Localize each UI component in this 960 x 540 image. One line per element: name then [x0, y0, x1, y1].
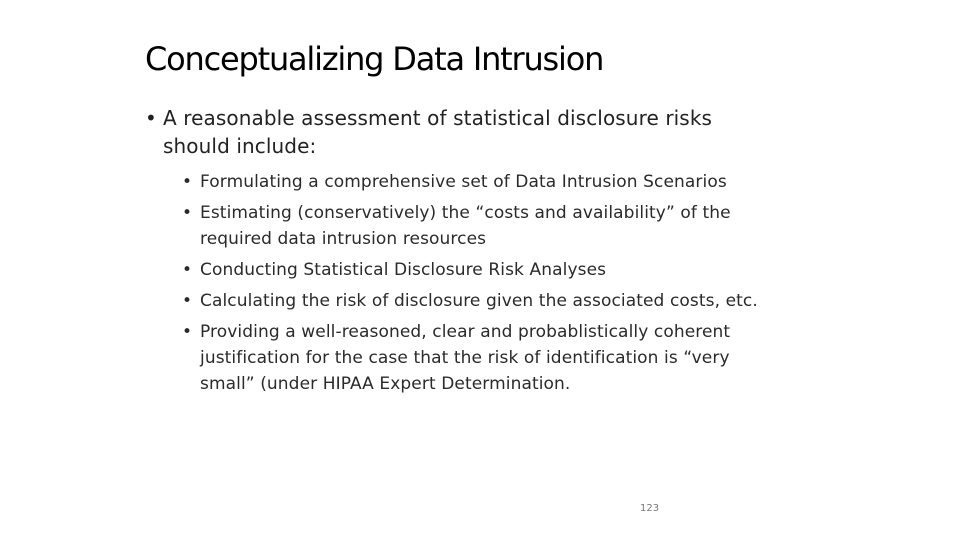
sub-bullet-text: Estimating (conservatively) the “costs and availability” of the required data intrusion resources	[200, 203, 731, 249]
main-bullet	[145, 104, 785, 160]
sub-bullet-text: Providing a well-reasoned, clear and probablistically coherent justification for the case that the risk of identification is “very small” (under HIPAA Expert Determination.	[200, 322, 731, 394]
bullet-dot-icon: •	[182, 260, 193, 280]
sub-bullet-item	[182, 288, 782, 314]
sub-bullet-item	[182, 169, 782, 195]
slide-title: Conceptualizing Data Intrusion	[145, 40, 604, 78]
sub-bullet-text: Conducting Statistical Disclosure Risk Analyses	[200, 260, 607, 280]
bullet-dot-icon: •	[182, 203, 193, 223]
bullet-dot-icon: •	[182, 172, 193, 192]
bullet-dot-icon: •	[182, 291, 193, 311]
bullet-dot-icon: •	[182, 322, 193, 342]
page-number: 123	[640, 503, 660, 514]
sub-bullet-item	[182, 319, 782, 397]
bullet-dot-icon: •	[145, 106, 157, 130]
sub-bullet-text: Calculating the risk of disclosure given the associated costs, etc.	[200, 291, 758, 311]
sub-bullet-text: Formulating a comprehensive set of Data Intrusion Scenarios	[200, 172, 727, 192]
sub-bullet-list	[182, 169, 782, 402]
sub-bullet-item	[182, 257, 782, 283]
sub-bullet-item	[182, 200, 782, 252]
main-bullet-text: A reasonable assessment of statistical disclosure risks should include:	[163, 106, 713, 158]
